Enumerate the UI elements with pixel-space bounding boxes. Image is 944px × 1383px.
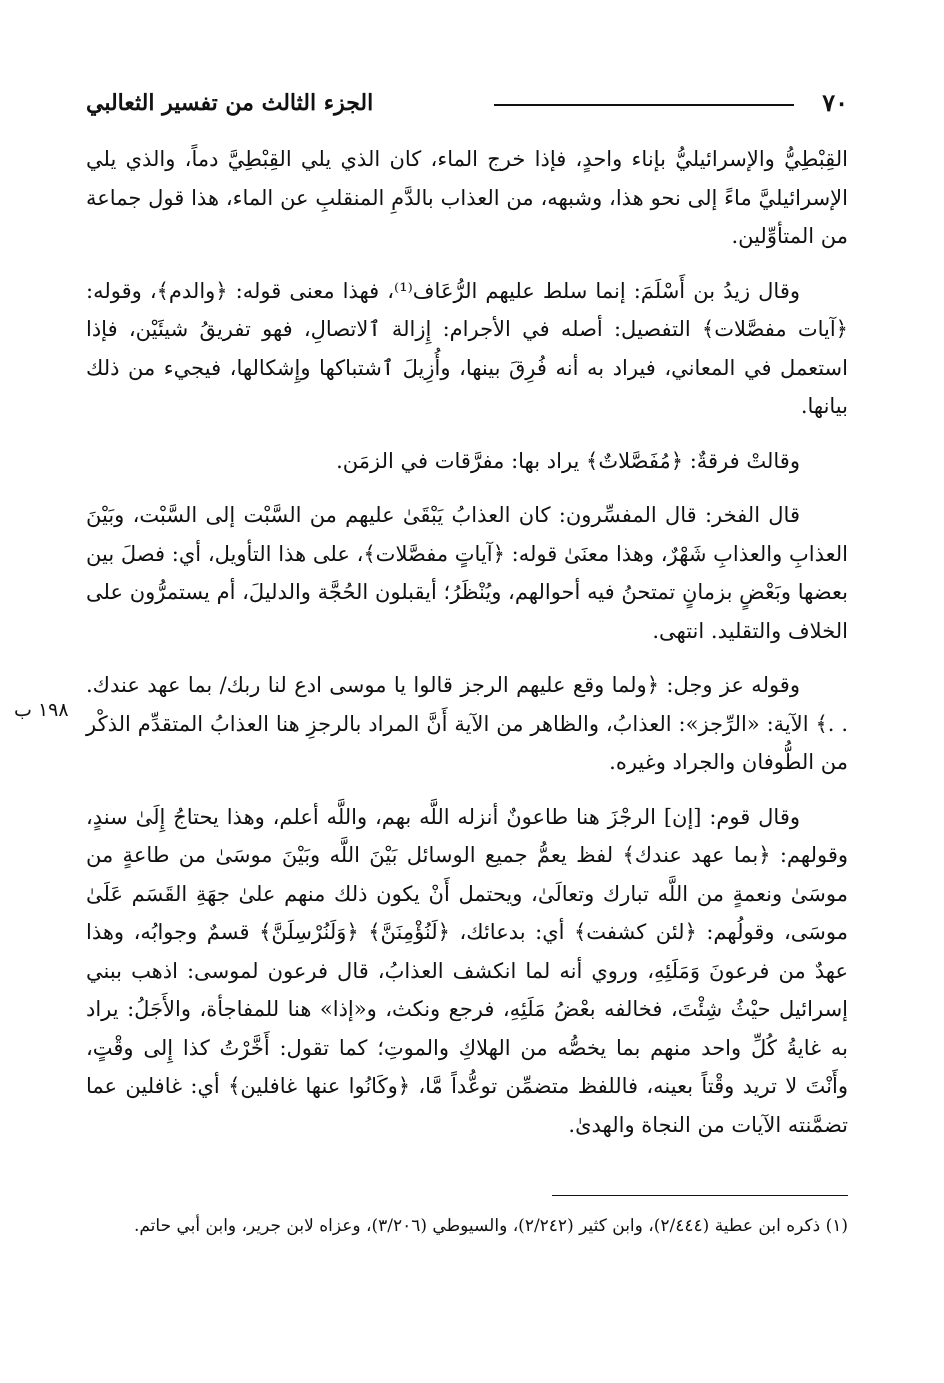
paragraph-6: وقال قوم: [إن] الرجْزَ هنا طاعونٌ أنزله اللَّه بهم، واللَّه أعلم، وهذا يحتاجُ إِلَىٰ سندٍ، وقولهم: ﴿بما عهد عندك﴾ لفظ يعمُّ جميع الوسائل بَيْنَ اللَّه وبَيْنَ موسَىٰ من طاعةٍ من موسَىٰ ونعمةٍ من اللَّه تبارك وتعالَىٰ، ويحتمل أَنْ يكون ذلك منهم علىٰ جهَةِ القَسَم عَلَىٰ موسَى، وقولُهم: ﴿لئن كشفت﴾ أي: بدعائك، ﴿لَنُؤْمِنَنَّ﴾ ﴿وَلَنُرْسِلَنَّ﴾ قسمٌ وجوابُه، وهذا عهدٌ من فرعونَ وَمَلَئِهِ، وروي أنه لما انكشف العذابُ، قال فرعون لموسى: اذهب ببني إسرائيل حيْثُ شِئْتَ، فخالفه بعْضُ مَلَئِهِ، فرجع ونكث، و«إذا» هنا للمفاجأة، والأَجَلُ: يراد به غايةُ كُلِّ واحد منهم بما يخصُّه من الهلاكِ والموتِ؛ كما تقول: أَخَّرْتُ كذا إِلى وقْتٍ، وأَنْتَ لا تريد وقْتاً بعينه، فاللفظ متضمِّن توعُّداً مَّا، ﴿وكَانُوا عنها غافلين﴾ أي: غافلين عما تضمَّنته الآيات من النجاة والهدىٰ. [86, 804, 848, 1137]
paragraph-4: قال الفخر: قال المفسِّرون: كان العذابُ يَبْقَىٰ عليهم من السَّبْت إلى السَّبْت، وبَيْنَ العذابِ والعذابِ شَهْرٌ، وهذا معنَىٰ قوله: ﴿آياتٍ مفصَّلات﴾، على هذا التأويل، أي: فصلَ بين بعضها وبَعْضٍ بزمانٍ تمتحنُ فيه أحوالهم، ويُنْظَرُ؛ أيقبلون الحُجَّة والدليلَ، أم يستمرُّون على الخلاف والتقليد. انتهى. [86, 503, 848, 643]
paragraph-3: وقالتْ فرقةٌ: ﴿مُفَصَّلاتٌ﴾ يراد بها: مفرَّقات في الزمَن. [336, 448, 800, 473]
running-title: الجزء الثالث من تفسير الثعالبي [86, 90, 374, 116]
main-text [86, 140, 848, 1160]
page-header [86, 88, 848, 120]
footnote-1: (١) ذكره ابن عطية (٢/٤٤٤)، وابن كثير (٢/٢٤٢)، والسيوطي (٣/٢٠٦)، وعزاه لابن جرير، وابن أبي حاتم. [133, 1216, 848, 1236]
page-number: ٧٠ [822, 88, 848, 117]
footnotes [86, 1210, 848, 1242]
manuscript-folio-note: ١٩٨ ب [14, 699, 69, 721]
footnote-separator [552, 1195, 848, 1196]
paragraph-1: القِبْطِيُّ والإسرائيليُّ بإناء واحدٍ، فإذا خرج الماء، كان الذي يلي القِبْطِيَّ دماً، والذي يلي الإسرائيليَّ ماءً إلى نحو هذا، وشبهه، من العذاب بالدَّمِ المنقلبِ عن الماء، هذا قول جماعة من المتأوِّلين. [86, 147, 848, 248]
header-rule [494, 104, 794, 106]
paragraph-5: وقوله عز وجل: ﴿ولما وقع عليهم الرجز قالوا يا موسى ادع لنا ربك/ بما عهد عندك. . .﴾ الآية: «الرِّجز»: العذابُ، والظاهر من الآية أَنَّ المراد بالرجزِ هنا العذابُ المتقدِّم الذكْر من الطُّوفان والجراد وغيره. [86, 673, 848, 774]
paragraph-2: وقال زيدُ بن أَسْلَمَ: إنما سلط عليهم الرُّعَاف⁽¹⁾، فهذا معنى قوله: ﴿والدم﴾، وقوله: ﴿آيات مفصَّلات﴾ التفصيل: أصله في الأجرام: إِزالة ٱلاتصالِ، فهو تفريقُ شيئَيْن، فإذا استعمل في المعاني، فيراد به أنه فُرِقَ بينها، وأُزِيلَ ٱشتباكها وإِشكالها، فيجيء من ذلك بيانها. [86, 278, 848, 418]
